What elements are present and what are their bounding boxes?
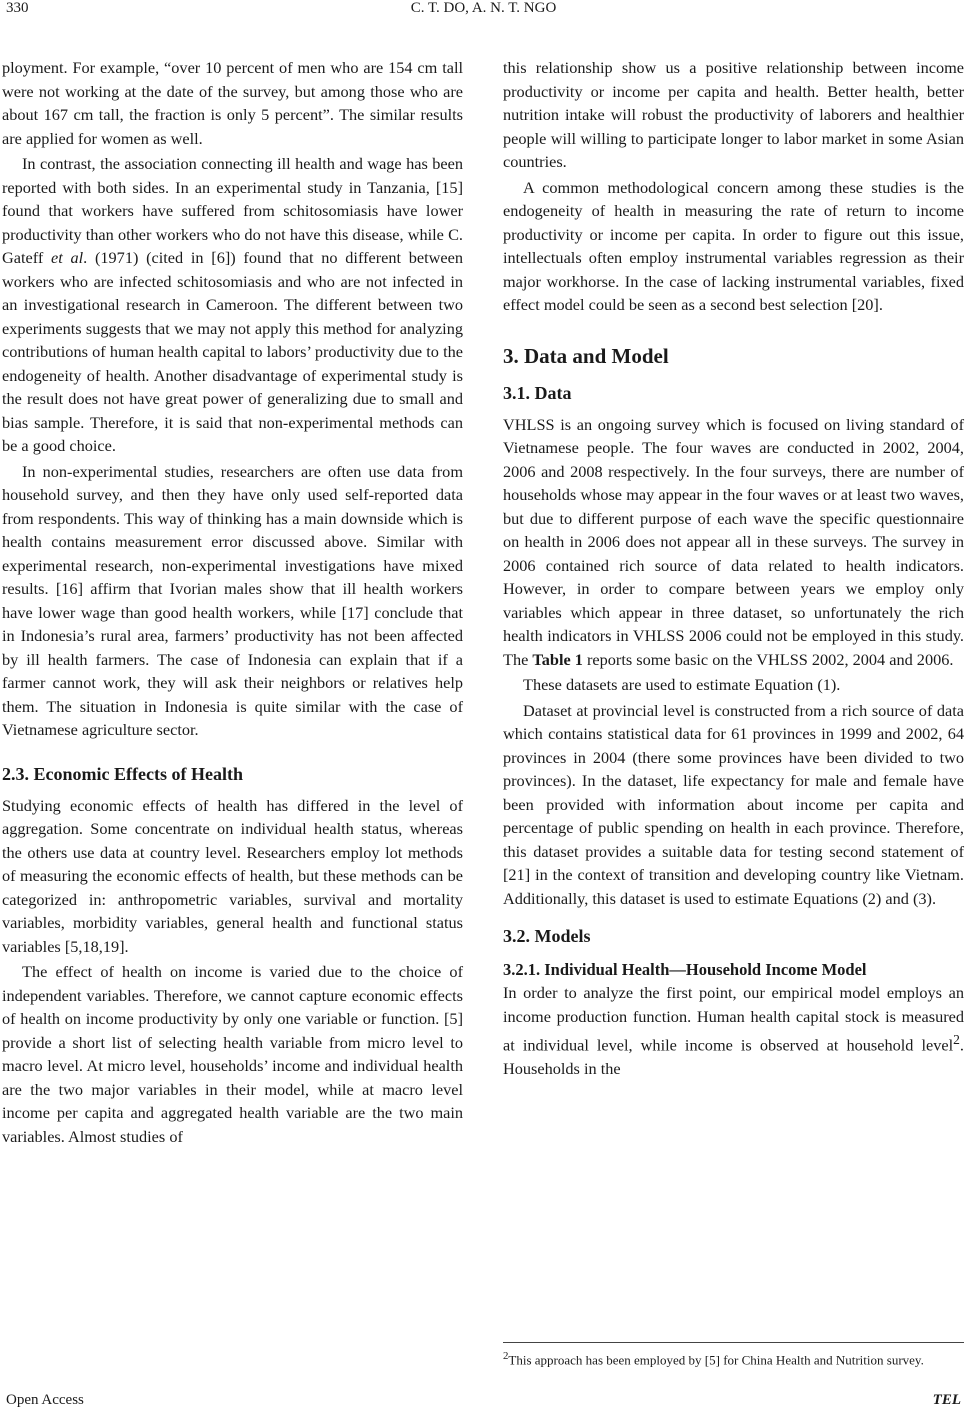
paragraph: Studying economic effects of health has differed in the level of aggregation. Some concentrate on individual health status, whereas the others use data at country level. Researchers employ lot methods of measuring the economic effects of health, but these methods can be categorized in: anthropometric variables, survival and mortality variables, morbidity variables, general health and functional status variables [5,18,19]. [2,795,463,956]
paragraph: A common methodological concern among these studies is the endogeneity of health in measuring the rate of return to income productivity or income per capita. In order to figure out this issue, intellectuals often employ instrumental variables regression as their major workhorse. In the case of lacking instrumental variables, fixed effect model could be seen as a second best selection [20]. [503,177,964,314]
footnote-text: This approach has been employed by [5] for China Health and Nutrition survey. [508,1352,924,1368]
paragraph: Dataset at provincial level is constructed from a rich source of data which contains statistical data for 61 provinces in 1999 and 2002, 64 provinces in 2004 (there some provinces have been divided to two provinces). In the dataset, life expectancy for male and female have been provided with information about income per capita and percentage of public spending on health in each province. Therefore, this dataset provides a suitable data for testing second statement of [21] in the context of transition and developing country like Vietnam. Additionally, this dataset is used to estimate Equations (2) and (3). [503,700,964,908]
paragraph: In non-experimental studies, researchers are often use data from household survey, and then they have only used self-reported data from respondents. This way of thinking has a main downside which is health contains measurement error discussed above. Similar with experimental research, non-experimental investigations have mixed results. [16] affirm that Ivorian males show that ill health workers have lower wage than good health workers, while [17] conclude that in Indonesia’s rural area, farmers’ productivity has not been affected by ill health farmers. The case of Indonesia can explain that if a farmer cannot work, they will ask their neighbors or relatives help them. The situation in Indonesia is quite similar with the case of Vietnamese agriculture sector. [2,461,463,739]
journal-abbreviation: TEL [932,1392,961,1408]
section-heading-3-2-1: 3.2.1. Individual Health—Household Income Model [503,960,867,979]
section-heading-2-3: 2.3. Economic Effects of Health [2,763,243,784]
footnote-marker: 2 [953,1032,960,1047]
running-head-authors: C. T. DO, A. N. T. NGO [410,0,557,16]
page-number: 330 [6,0,29,16]
page-header [0,0,967,24]
paragraph: In order to analyze the first point, our empirical model employs an income production function. Human health capital stock is measured at individual level, while income is observed at household level$^2$. Households in the [503,983,964,1078]
open-access-label: Open Access [6,1392,84,1408]
section-heading-3: 3. Data and Model [503,343,669,368]
paragraph: These datasets are used to estimate Equation (1). [523,675,841,694]
section-heading-3-1: 3.1. Data [503,382,572,403]
footnote [503,1342,964,1369]
paragraph: this relationship show us a positive relationship between income productivity or income per capita and health. Better health, better nutrition intake will robust the productivity of laborers and healthier people will willing to participate longer to labor market in some Asian countries. [503,58,964,171]
paragraph: VHLSS is an ongoing survey which is focused on living standard of Vietnamese people. The four waves are conducted in 2002, 2004, 2006 and 2008 respectively. In the four surveys, there are number of households whose may appear in the four waves or at least two waves, but due to different purpose of each wave the specific questionnaire on health in 2006 does not appear all in these surveys. The survey in 2006 contained rich source of data related to health indicators. However, in order to compare between years we employ only variables which appear in three dataset, so unfortunately the rich health indicators in VHLSS 2006 could not be employed in this study. The Table 1 reports some basic on the VHLSS 2002, 2004 and 2006. [503,414,964,669]
left-column [2,56,463,1148]
right-column [503,56,964,1080]
footnote-number: 2 [503,1350,509,1362]
table-reference: Table 1 [532,649,583,669]
paragraph: ployment. For example, “over 10 percent of men who are 154 cm tall were not working at the date of the survey, but among those who are about 167 cm tall, the fraction is only 5 percent”. The similar results are applied for women as well. [2,58,463,148]
paragraph: The effect of health on income is varied due to the choice of independent variables. Therefore, we cannot capture economic effects of health on income productivity by only one variable or function. [5] provide a short list of selecting health variable from micro level to macro level. At micro level, households’ income and individual health are the two major variables in their model, while at macro level income per capita and aggregated health variable are the two main variables. Almost studies of [2,962,463,1146]
et-al-italic: et al [51,248,84,267]
paragraph: In contrast, the association connecting ill health and wage has been reported with both sides. In an experimental study in Tanzania, [15] found that workers have suffered from schitosomiasis have lower productivity than other workers who do not have this disease, while C. Gateff et al. (1971) (cited in [6]) found that no different between workers who are infected schitosomiasis and who are not infected in an investigational research in Cameroon. The different between two experiments suggests that we may not apply this method for analyzing contributions of human health capital to labors’ productivity due to the endogeneity of health. Another disadvantage of experimental study is the result does not have great power of generalizing due to small and bias sample. Therefore, it is said that non-experimental methods can be a good choice. [2,154,464,455]
section-heading-3-2: 3.2. Models [503,926,591,946]
